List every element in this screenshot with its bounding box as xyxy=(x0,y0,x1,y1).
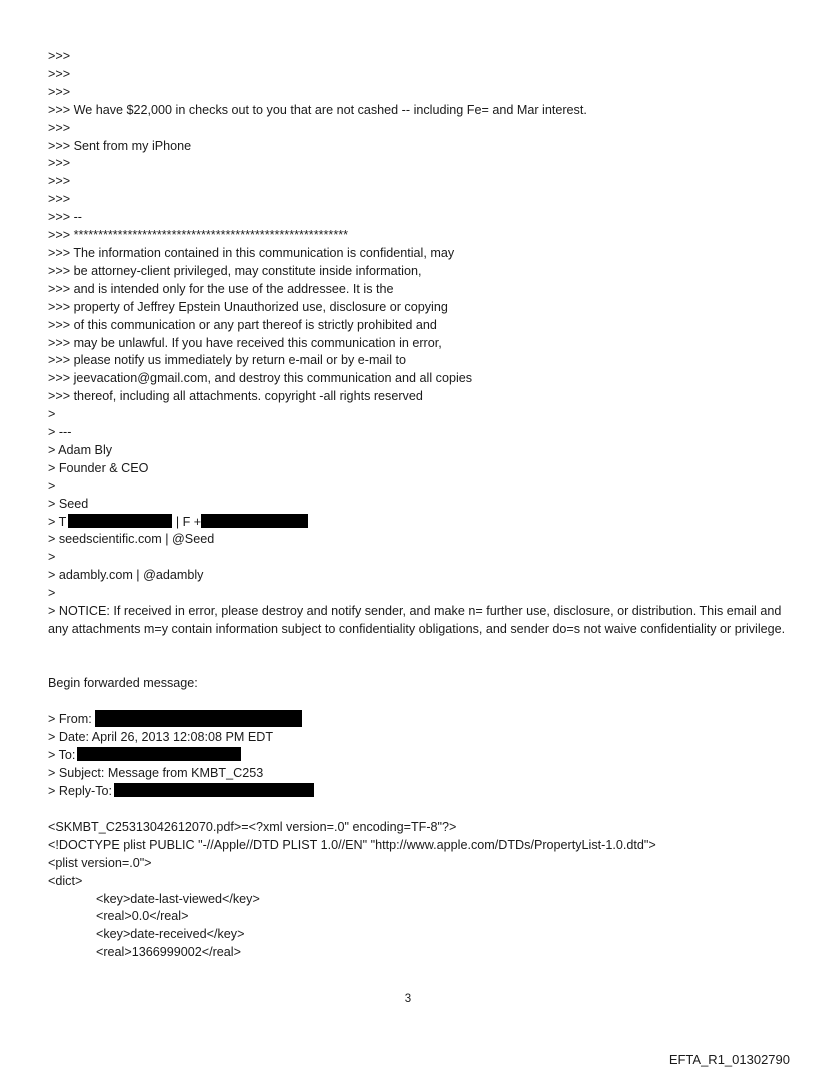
spacer xyxy=(48,693,788,711)
quoted-line: >>> The information contained in this communication is confidential, may xyxy=(48,245,455,260)
quoted-line: >>> xyxy=(48,192,71,207)
spacer xyxy=(48,639,788,657)
signature-website: > seedscientific.com | @Seed xyxy=(48,532,215,547)
redaction-block xyxy=(68,514,172,528)
quoted-line: > --- xyxy=(48,425,72,440)
quoted-line: >>> be attorney-client privileged, may constitute inside information, xyxy=(48,263,422,278)
quoted-line: >>> -- xyxy=(48,210,82,225)
quoted-line: >>> xyxy=(48,174,71,189)
redaction-block xyxy=(114,783,314,797)
quoted-line: >>> xyxy=(48,156,71,171)
redaction-block xyxy=(77,747,241,761)
plist-line: <dict> xyxy=(48,873,83,888)
forwarded-intro: Begin forwarded message: xyxy=(48,675,198,690)
phone-label: > T xyxy=(48,514,67,529)
quoted-line: > xyxy=(48,407,56,422)
header-subject: > Subject: Message from KMBT_C253 xyxy=(48,766,264,781)
quoted-line: >>> jeevacation@gmail.com, and destroy this communication and all copies xyxy=(48,371,473,386)
plist-attachment xyxy=(48,819,788,962)
quoted-line: >>> property of Jeffrey Epstein Unauthorized use, disclosure or copying xyxy=(48,299,448,314)
quoted-reply-block xyxy=(48,48,788,639)
plist-entry: <key>date-last-viewed</key> xyxy=(96,891,260,906)
plist-entry: <real>1366999002</real> xyxy=(96,945,241,960)
forwarded-headers xyxy=(48,710,788,801)
quoted-line: >>> Sent from my iPhone xyxy=(48,138,192,153)
quoted-line: > xyxy=(48,586,56,601)
email-body xyxy=(48,48,788,962)
quoted-line: >>> xyxy=(48,49,71,63)
quoted-line: >>> may be unlawful. If you have received this communication in error, xyxy=(48,335,442,350)
header-date: > Date: April 26, 2013 12:08:08 PM EDT xyxy=(48,730,274,745)
from-label: > From: xyxy=(48,712,92,727)
quoted-line: >>> and is intended only for the use of the addressee. It is the xyxy=(48,281,394,296)
plist-entry: <real>0.0</real> xyxy=(96,909,189,924)
quoted-line: >>> of this communication or any part thereof is strictly prohibited and xyxy=(48,317,437,332)
page-number: 3 xyxy=(404,993,412,1005)
confidentiality-notice: > NOTICE: If received in error, please destroy and notify sender, and make n= further use, disclosure, or distribution. This email and any attachments m=y contain information subject to confidentiality obligations, and sender do=s not waive confidentiality or privilege. xyxy=(48,604,786,636)
signature-title: > Founder & CEO xyxy=(48,460,149,475)
plist-line: <plist version=.0"> xyxy=(48,855,152,870)
spacer xyxy=(48,801,788,819)
plist-entry: <key>date-received</key> xyxy=(96,927,245,942)
quoted-line: > xyxy=(48,550,56,565)
quoted-line: >>> xyxy=(48,120,71,135)
fax-plus: + xyxy=(193,514,202,529)
header-to xyxy=(48,747,788,765)
quoted-line: >>> thereof, including all attachments. copyright -all rights reserved xyxy=(48,389,423,404)
redaction-block xyxy=(201,514,308,528)
document-id: EFTA_R1_01302790 xyxy=(668,1052,790,1067)
signature-name: > Adam Bly xyxy=(48,442,113,457)
quoted-line: >>> xyxy=(48,84,71,99)
reply-to-label: > Reply-To: xyxy=(48,784,113,799)
to-label: > To: xyxy=(48,748,76,763)
quoted-line: > xyxy=(48,478,56,493)
redaction-block xyxy=(95,710,302,727)
quoted-line: >>> xyxy=(48,66,71,81)
quoted-line: >>> please notify us immediately by return e-mail or by e-mail to xyxy=(48,353,407,368)
quoted-line: >>> We have $22,000 in checks out to you that are not cashed -- including Fe= and Mar interest. xyxy=(48,102,587,117)
quoted-line: >>> ******************************************************** xyxy=(48,228,349,243)
signature-phone-line xyxy=(48,514,788,532)
signature-company: > Seed xyxy=(48,496,89,511)
fax-label: | F xyxy=(172,514,194,529)
plist-line: <SKMBT_C25313042612070.pdf>=<?xml version=.0" encoding=TF-8"?> xyxy=(48,819,457,834)
header-reply-to xyxy=(48,783,788,801)
plist-line: <!DOCTYPE plist PUBLIC "-//Apple//DTD PLIST 1.0//EN" "http://www.apple.com/DTDs/PropertyList-1.0.dtd"> xyxy=(48,837,656,852)
spacer xyxy=(48,657,788,675)
signature-personal-site: > adambly.com | @adambly xyxy=(48,568,204,583)
header-from xyxy=(48,710,788,729)
